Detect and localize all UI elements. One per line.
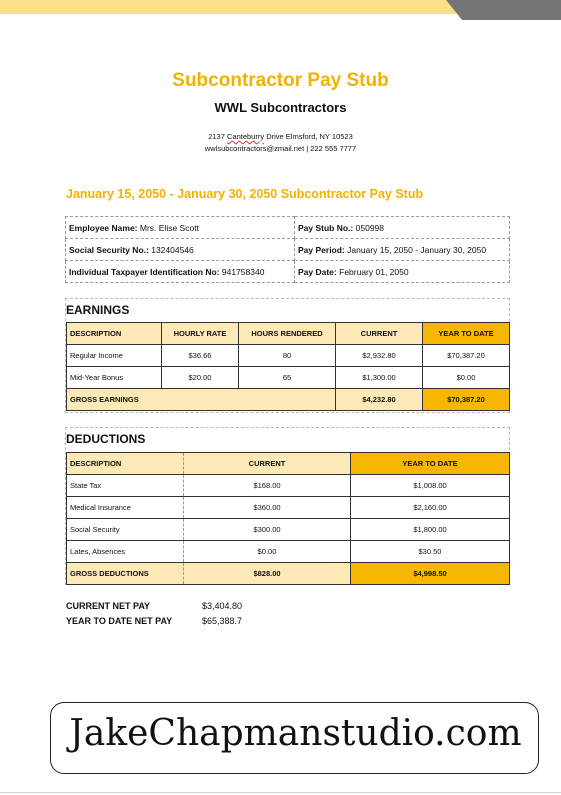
employee-info-table: [65, 216, 510, 283]
deductions-row-description: Social Security: [67, 519, 184, 541]
earnings-col-hours: HOURS RENDERED: [239, 323, 336, 345]
table-row: [67, 541, 510, 563]
deductions-row-ytd: $2,160.00: [351, 497, 510, 519]
ytd-net-pay-line: [66, 614, 242, 629]
gross-earnings-current: $4,232.80: [336, 389, 423, 411]
pay-period-heading: January 15, 2050 - January 30, 2050 Subcontractor Pay Stub: [66, 187, 424, 201]
employee-name-label: Employee Name:: [69, 222, 138, 233]
current-net-pay-line: [66, 599, 242, 614]
ytd-net-pay-label: YEAR TO DATE NET PAY: [66, 616, 173, 626]
deductions-row-ytd: $1,008.00: [351, 475, 510, 497]
current-net-pay-value: $3,404.80: [202, 601, 243, 611]
earnings-row-rate: $20.00: [162, 367, 239, 389]
page-bottom-divider: [0, 792, 561, 793]
pay-period-label: Pay Period:: [298, 244, 345, 255]
deductions-table: [66, 452, 510, 585]
document-title: Subcontractor Pay Stub: [172, 70, 389, 91]
earnings-row-description: Regular Income: [67, 345, 162, 367]
earnings-row-rate: $36.66: [162, 345, 239, 367]
deductions-row-current: $0.00: [184, 541, 351, 563]
employee-name-value: Mrs. Elise Scott: [139, 222, 199, 233]
gross-deductions-current: $828.00: [184, 563, 351, 585]
deductions-row-description: State Tax: [67, 475, 184, 497]
pay-stub-no-cell: [295, 217, 510, 239]
company-address: [0, 131, 561, 155]
gross-deductions-ytd: $4,998.50: [351, 563, 510, 585]
table-row: [67, 345, 510, 367]
earnings-row-current: $2,932.80: [336, 345, 423, 367]
watermark-banner: [50, 702, 539, 774]
gross-deductions-label: GROSS DEDUCTIONS: [67, 563, 184, 585]
deductions-header-row: [67, 453, 510, 475]
earnings-col-current: CURRENT: [336, 323, 423, 345]
earnings-col-hourly-rate: HOURLY RATE: [162, 323, 239, 345]
earnings-section-title: EARNINGS: [66, 303, 130, 317]
table-row: [67, 475, 510, 497]
pay-date-cell: [295, 261, 510, 283]
itin-label: Individual Taxpayer Identification No:: [69, 266, 220, 277]
earnings-col-description: DESCRIPTION: [67, 323, 162, 345]
table-row: [67, 497, 510, 519]
earnings-row-current: $1,300.00: [336, 367, 423, 389]
earnings-row-ytd: $0.00: [423, 367, 510, 389]
gross-earnings-label: GROSS EARNINGS: [67, 389, 336, 411]
pay-period-value: January 15, 2050 - January 30, 2050: [347, 244, 487, 255]
net-pay-summary: [66, 599, 242, 629]
earnings-col-ytd: YEAR TO DATE: [423, 323, 510, 345]
ytd-net-pay-value: $65,388.7: [202, 616, 243, 626]
ssn-label: Social Security No.:: [69, 244, 149, 255]
current-net-pay-label: CURRENT NET PAY: [66, 601, 151, 611]
deductions-row-current: $360.00: [184, 497, 351, 519]
deductions-row-current: $168.00: [184, 475, 351, 497]
pay-period-cell: [295, 239, 510, 261]
watermark-text: JakeChapmanstudio.com: [69, 713, 522, 754]
company-name: WWL Subcontractors: [214, 100, 347, 115]
gross-deductions-row: [67, 563, 510, 585]
deductions-row-ytd: $1,800.00: [351, 519, 510, 541]
top-gray-tab: [446, 0, 561, 20]
deductions-row-current: $300.00: [184, 519, 351, 541]
company-contact: wwlsubcontractors@zmail.net | 222 555 7777: [204, 144, 357, 153]
address-rest: Drive Elmsford, NY 10523: [266, 132, 353, 141]
pay-stub-no-value: 050998: [355, 222, 385, 233]
employee-name-cell: [66, 217, 295, 239]
earnings-header-row: [67, 323, 510, 345]
earnings-row-hours: 65: [239, 367, 336, 389]
ssn-cell: [66, 239, 295, 261]
itin-cell: [66, 261, 295, 283]
ssn-value: 132404546: [151, 244, 194, 255]
earnings-row-hours: 80: [239, 345, 336, 367]
deductions-row-description: Lates, Absences: [67, 541, 184, 563]
address-number: 2137: [208, 132, 225, 141]
earnings-table: [66, 322, 510, 411]
pay-date-value: February 01, 2050: [339, 266, 409, 277]
table-row: [67, 519, 510, 541]
earnings-row-ytd: $70,387.20: [423, 345, 510, 367]
gross-earnings-ytd: $70,387.20: [423, 389, 510, 411]
deductions-row-ytd: $30.50: [351, 541, 510, 563]
deductions-col-current: CURRENT: [184, 453, 351, 475]
pay-date-label: Pay Date:: [298, 266, 337, 277]
table-row: [67, 367, 510, 389]
itin-value: 941758340: [221, 266, 265, 277]
deductions-col-ytd: YEAR TO DATE: [351, 453, 510, 475]
deductions-section-title: DEDUCTIONS: [66, 432, 146, 446]
address-street: Canteburry: [227, 132, 265, 141]
deductions-row-description: Medical Insurance: [67, 497, 184, 519]
earnings-row-description: Mid-Year Bonus: [67, 367, 162, 389]
deductions-col-description: DESCRIPTION: [67, 453, 184, 475]
gross-earnings-row: [67, 389, 510, 411]
pay-stub-no-label: Pay Stub No.:: [298, 222, 354, 233]
